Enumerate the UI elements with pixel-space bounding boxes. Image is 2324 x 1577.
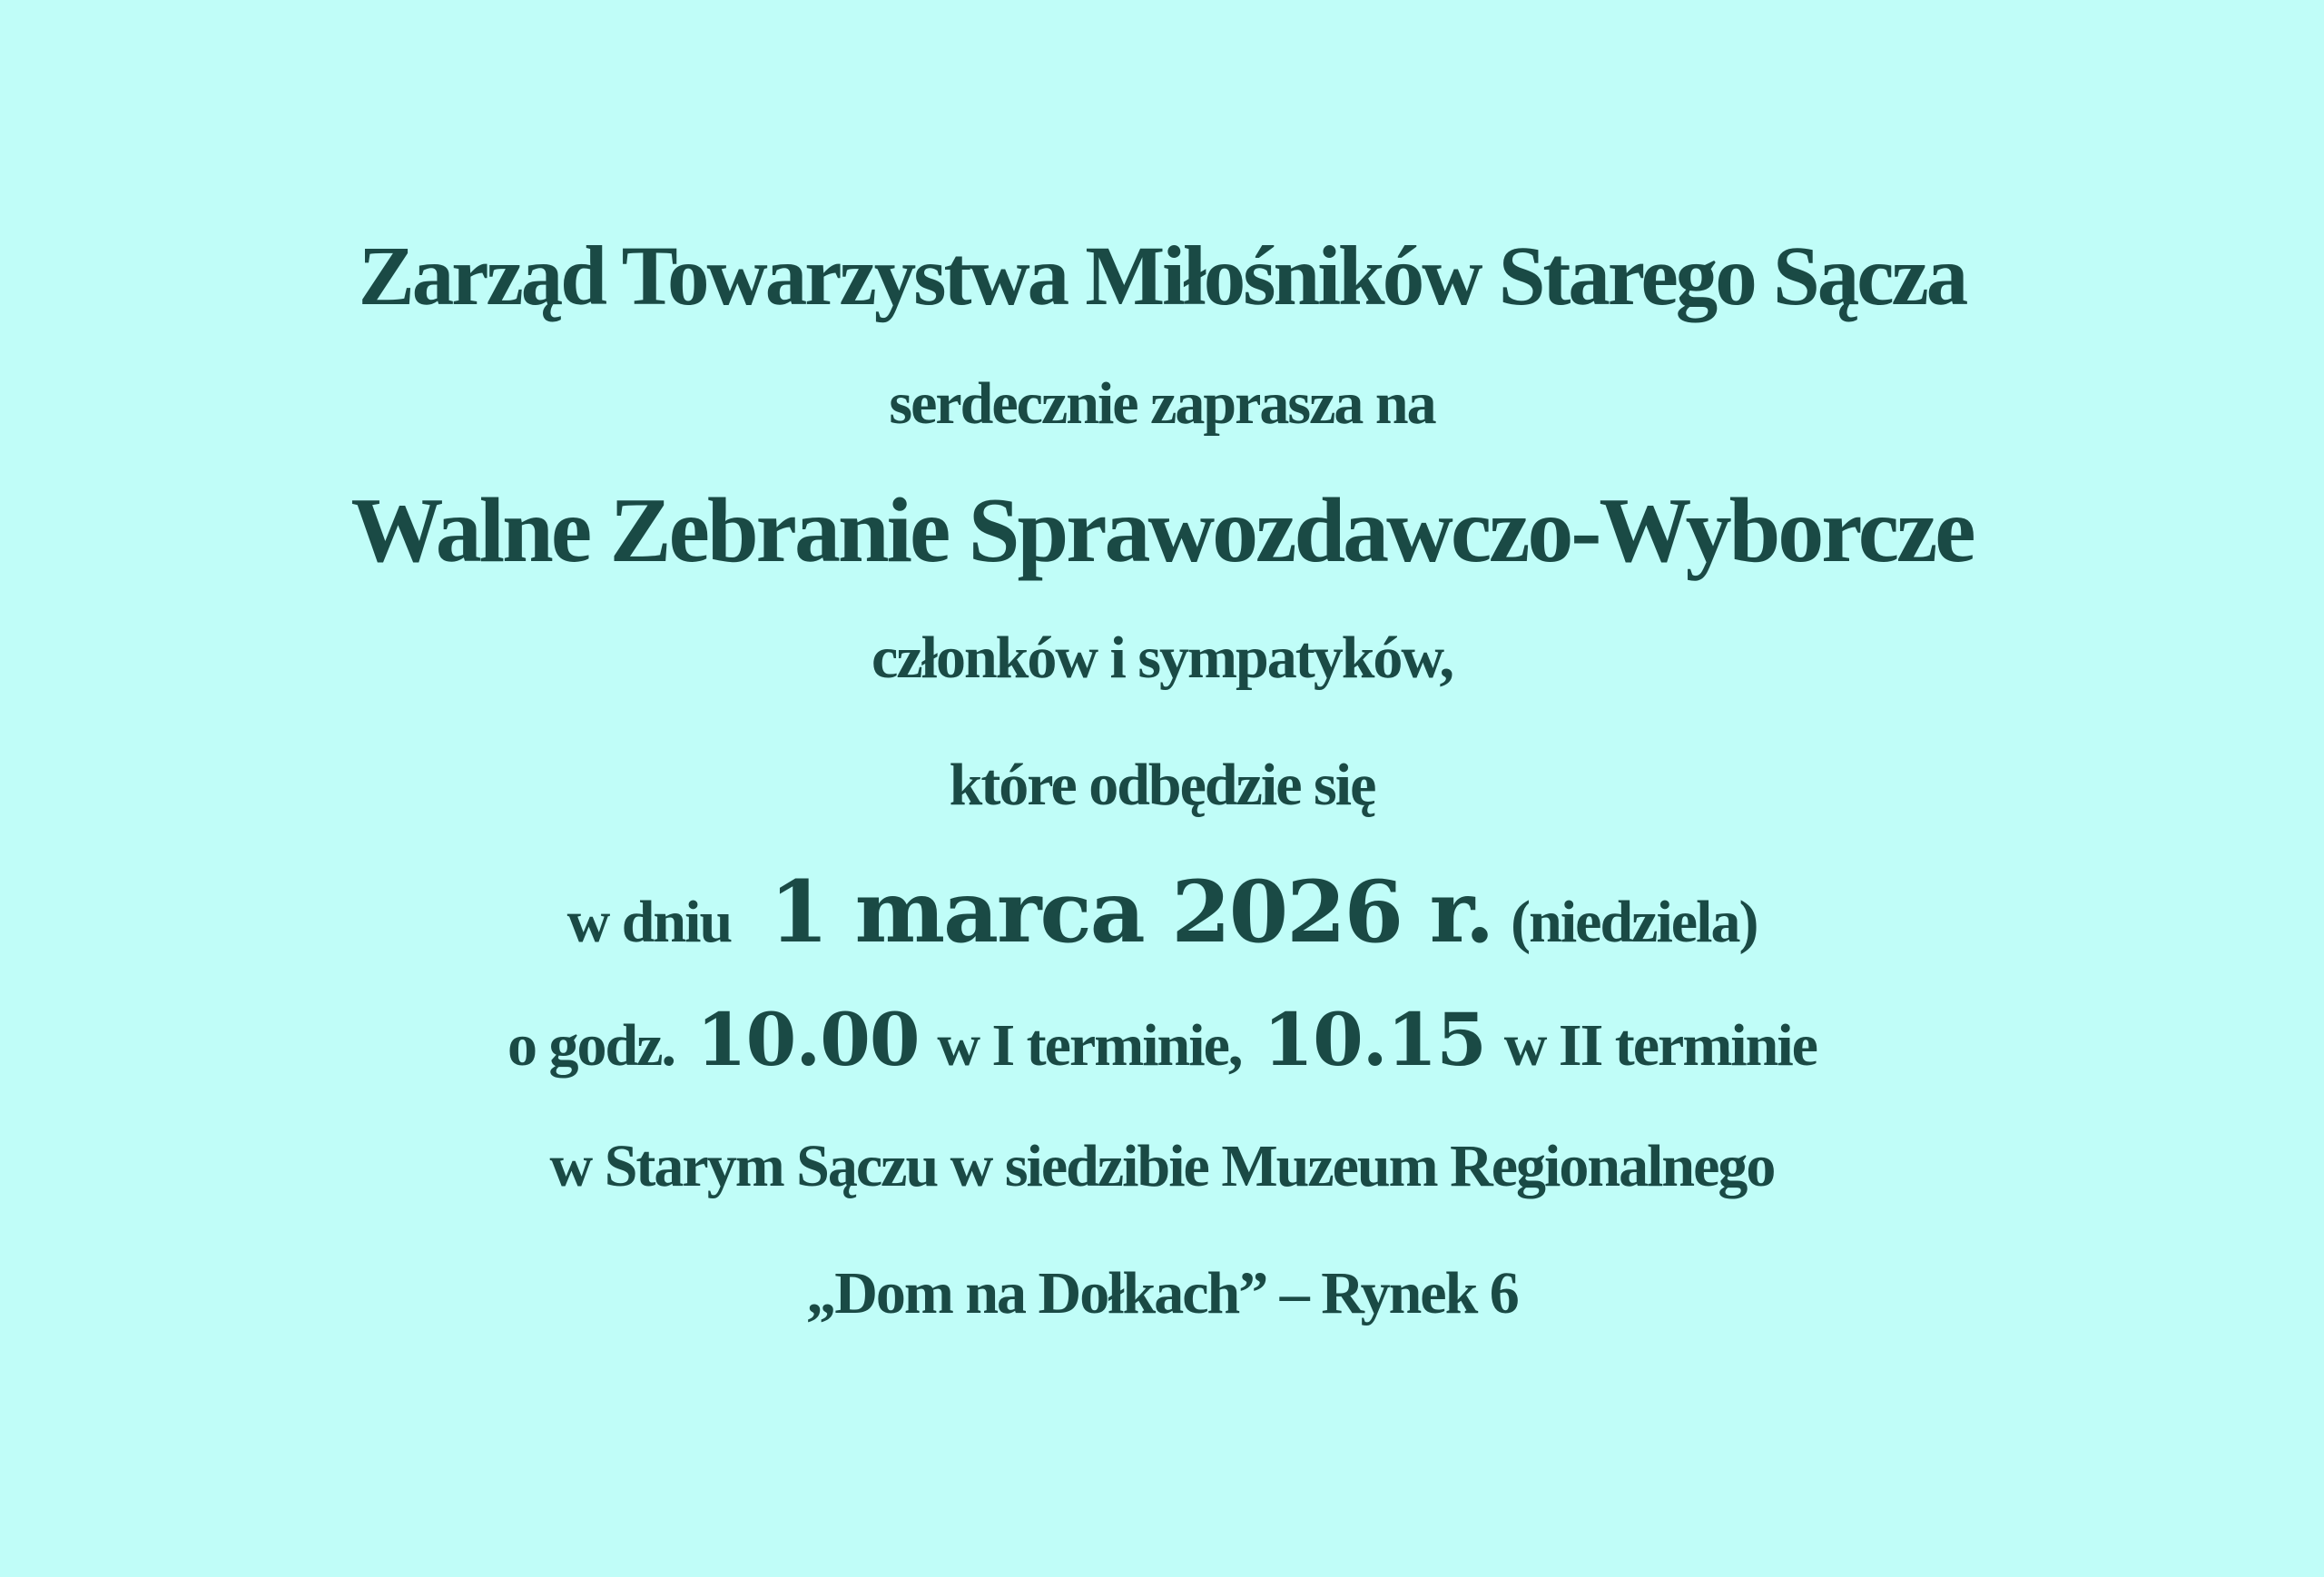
date-line [567,849,1758,976]
location-text: w Starym Sączu w siedzibie Muzeum Regionalnego [549,1133,1775,1199]
second-term: w II terminie [1503,1012,1817,1079]
time-prefix: o godz. [507,1012,675,1079]
second-time: 10.15 [1263,997,1486,1082]
event-weekday: (niedziela) [1511,889,1758,955]
event-title: Walne Zebranie Sprawozdawczo-Wyborcze [350,479,1974,582]
time-line [507,976,1817,1103]
occurrence-text: które odbędzie się [949,752,1375,818]
invitation-text: serdecznie zaprasza na [889,370,1435,437]
organizer-title: Zarząd Towarzystwa Miłośników Starego Sącza [358,230,1966,323]
event-date: 1 marca 2026 r. [769,862,1493,962]
venue-text: „Dom na Dołkach” – Rynek 6 [806,1260,1518,1326]
first-term: w I terminie, [937,1012,1242,1079]
audience-text: członków i sympatyków, [872,625,1452,691]
first-time: 10.00 [696,997,920,1082]
date-prefix: w dniu [566,889,732,955]
